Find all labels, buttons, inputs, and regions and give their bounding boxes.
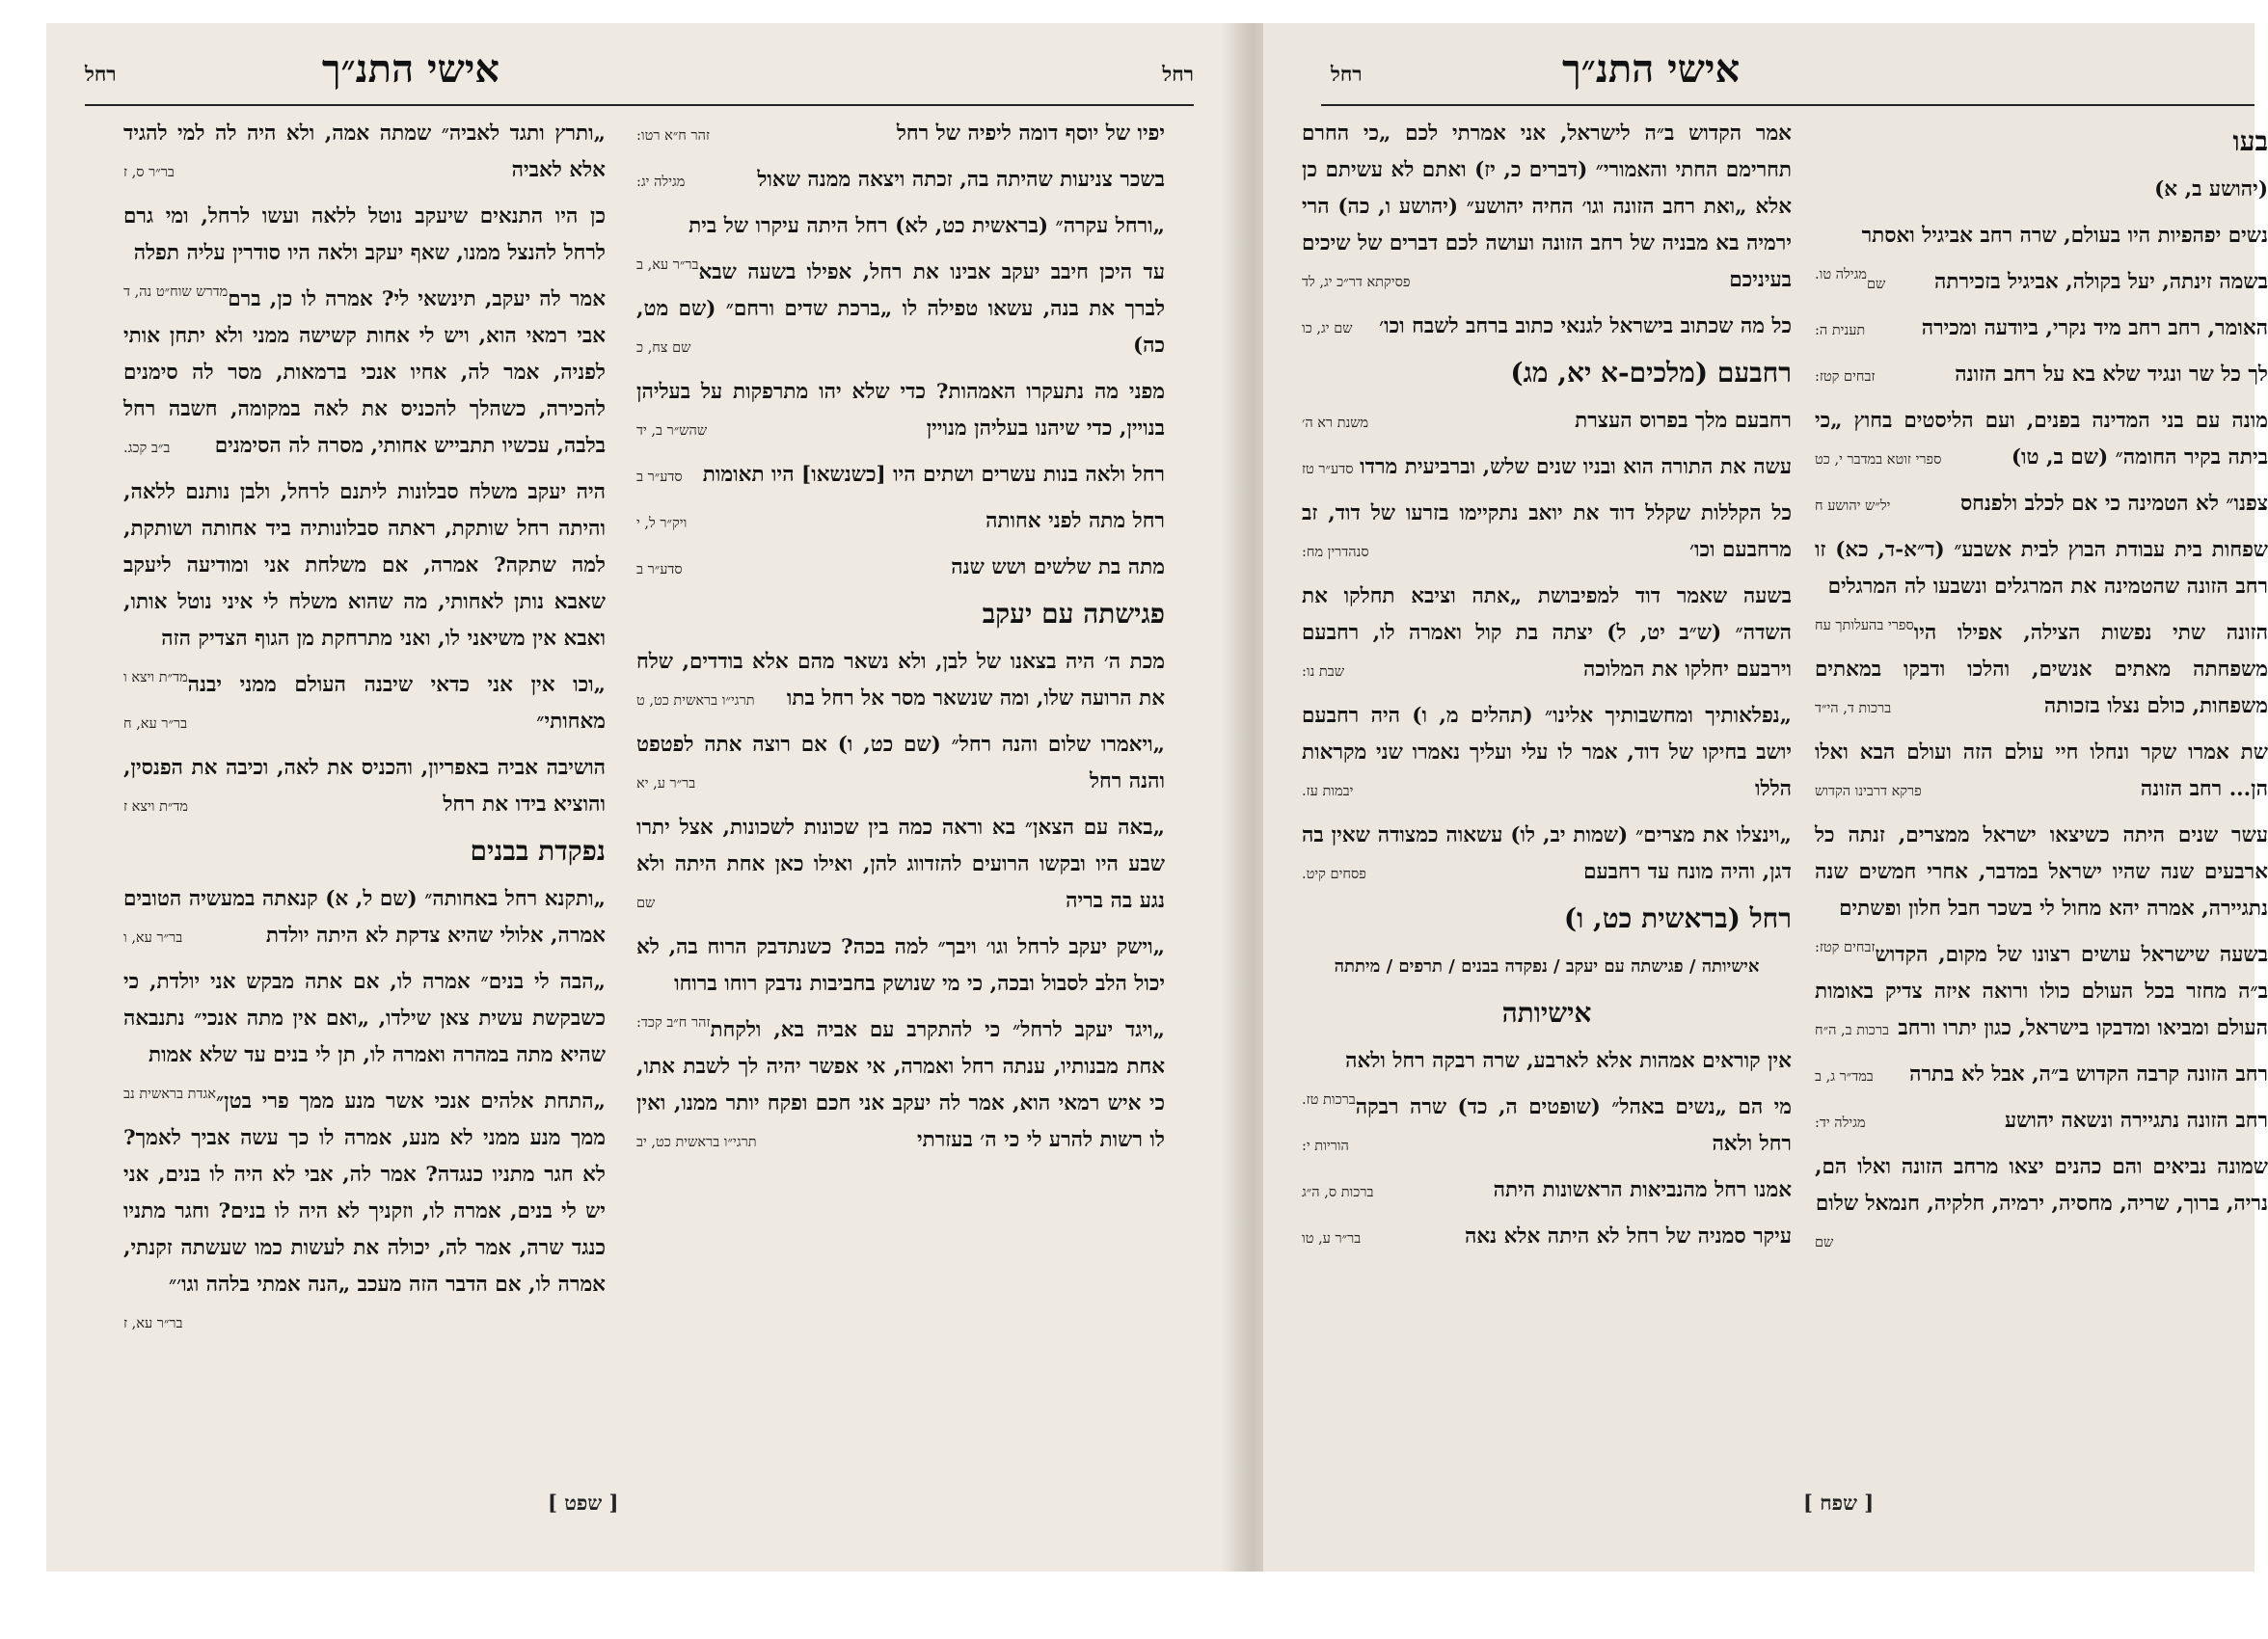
paragraph-text: נשים יפהפיות היו בעולם, שרה רחב אביגיל ואסתר (1861, 224, 2268, 248)
text-paragraph (636, 116, 1165, 152)
paragraph-text: עד היכן חיבב יעקב אבינו את רחל, אפילו בשעה שבא לברך את בנה, עשאו טפילה לו „ברכת שדים ורחם״ (שם מט, כה) (636, 260, 1165, 358)
source-citation: בר״ר ע, טו (1302, 1231, 1362, 1247)
section-heading: בעו (2232, 125, 2268, 157)
source-citation: סנהדרין מח: (1302, 545, 1369, 560)
paragraph-text: הושיבה אביה באפריון, והכניס את לאה, וכיבה את הפנסין, והוציא בידו את רחל (123, 756, 606, 817)
section-heading: רחל (בראשית כט, ו) (1563, 902, 1792, 934)
right-column-inner (1302, 116, 1792, 1265)
text-paragraph (1302, 698, 1792, 808)
paragraph-text: יפיו של יוסף דומה ליפיה של רחל (896, 121, 1165, 146)
source-citation: סדע״ר ב (636, 562, 683, 578)
paragraph-text: „הבה לי בנים״ אמרה לו, אם אתה מבקש אני יולדת, כי כשבקשת עשית צאן שילדו, „ואם אין מתה אנכי״ נתנבאה שהיא מתה במהרה ואמרה לו, תן לי בנים עד שלא אמות (123, 970, 606, 1067)
source-citation: זהר ח״א רטו: (636, 128, 710, 144)
text-paragraph (1302, 578, 1792, 688)
left-head-rule (85, 104, 1194, 106)
right-head-title: אישי התנ״ך (1562, 46, 1741, 92)
paragraph-text: היה יעקב משלח סבלונות ליתנם לרחל, ולבן נותנם ללאה, והיתה רחל שותקת, ראתה סבלונותיה ביד אחותה ושותקת, למה שתקה? אמרה, אם משלחת אני ומודיעה ליעקב שאבא נותן לאחותי, מה שהוא משלח לי איני נוטל אותו, ואבא אין משיאני לו, ואני מתרחקת מן הגוף הצדיק הזה (123, 480, 606, 651)
paragraph-text: מתה בת שלשים ושש שנה (951, 555, 1165, 579)
text-paragraph (636, 162, 1165, 199)
paragraph-text: „באה עם הצאן״ בא וראה כמה בין שכונות לשכונות, אצל יתרו שבע היו ובקשו הרועים להזדווג להן, ואילו כאן אחת היתה ולא נגע בה בריה (636, 816, 1165, 913)
paragraph-text: כל מה שכתוב בישראל לגנאי כתוב ברחב לשבח וכו׳ (1379, 314, 1792, 338)
chapter-contents: אישיותה / פגישתה עם יעקב / נפקדה בבנים / תרפים / מיתתה (1334, 956, 1760, 977)
source-citation: שם (1867, 277, 1886, 292)
text-paragraph (1302, 1172, 1792, 1209)
right-column-outer (1815, 116, 2268, 1261)
paragraph-text: מי הם „נשים באהל״ (שופטים ה, כד) שרה רבקה רחל ולאה (1355, 1095, 1792, 1156)
paragraph-text: בשמה זינתה, יעל בקולה, אביגיל בזכירתה (1934, 270, 2268, 294)
paragraph-text: „נפלאותיך ומחשבותיך אלינו״ (תהלים מ, ו) היה רחבעם יושב בחיקו של דוד, אמר לו עלי ועליך נאמרו שני מקראות הללו (1302, 704, 1792, 801)
section-heading: נפקדת בבנים (470, 835, 606, 867)
paragraph-text: האומר, רחב רחב מיד נקרי, ביודעה ומכירה (1921, 316, 2268, 340)
text-paragraph (1302, 1219, 1792, 1255)
text-paragraph (1815, 357, 2268, 393)
source-citation: זהר ח״ב קכד: (636, 1015, 711, 1031)
text-paragraph (636, 208, 1165, 273)
text-paragraph (1815, 1149, 2268, 1250)
paragraph-text: אמר הקדוש ב״ה לישראל, אני אמרתי לכם „כי החרם תחרימם החתי והאמורי״ (דברים כ, יז) ואתם לא עשיתם כן אלא „ואת רחב הזונה וגו׳ החיה יהושע״ (יהושע ו, כה) הרי ירמיה בא מבניה של רחב הזונה ועושה לכם דברים של שיכים בעיניכם (1302, 121, 1792, 292)
paragraph-text: בשכר צניעות שהיתה בה, זכתה ויצאה ממנה שאול (757, 168, 1165, 192)
right-running-head (1321, 46, 2254, 110)
source-citation: שם יג, כו (1302, 321, 1353, 336)
source-citation: שם (1815, 1235, 1834, 1250)
source-citation: תרגי״ו בראשית כט, יב (636, 1135, 757, 1150)
text-paragraph (123, 667, 606, 740)
source-citation: יל״ש יהושע ח (1815, 498, 1891, 514)
source-citation: פסחים קיט. (1302, 867, 1366, 882)
source-citation: שם צח, כ (636, 340, 691, 356)
text-paragraph (1815, 818, 2268, 955)
text-paragraph (636, 1012, 1165, 1159)
text-paragraph (636, 644, 1165, 717)
paragraph-text: מונה עם בני המדינה בפנים, ועם הליסטים בחוץ „כי ביתה בקיר החומה״ (שם ב, טו) (1815, 409, 2268, 470)
left-column-left (123, 116, 606, 1342)
source-citation: תענית ה: (1815, 323, 1866, 338)
paragraph-text: (יהושע ב, א) (2154, 177, 2268, 202)
text-paragraph (636, 810, 1165, 920)
source-citation: אגדת בראשית נב (123, 1087, 216, 1102)
source-citation: ויק״ר ל, י (636, 516, 688, 531)
left-column-right (636, 116, 1165, 1169)
text-paragraph (636, 255, 1165, 364)
source-citation: זבחים קטז: (1815, 940, 1876, 955)
paragraph-text: „וישק יעקב לרחל וגו׳ ויבך״ למה בכה? כשנתדבק הרוח בה, לא יכול הלב לסבול ובכה, כי מי שנושק בחביבות נדבק רוחו ברוחו (636, 935, 1165, 996)
paragraph-text: בשעה שישראל עושים רצונו של מקום, הקדוש ב״ה מחזר בכל העולם כולו ורואה איזה צדיק באומות העולם ומביאו ומדבקו בישראל, כגון יתרו ורחב (1815, 943, 2268, 1040)
paragraph-text: כל הקללות שקלל דוד את יואב נתקיימו בזרעו של דוד, זב מרחבעם וכו׳ (1302, 501, 1792, 562)
paragraph-text: „ויגד יעקב לרחל״ כי להתקרב עם אביה בא, ולקחת אחת מבנותיו, ענתה רחל ואמרה, אי אפשר יהיה לך לשבת אתו, כי איש רמאי הוא, אמר לה יעקב אני חכם ופקח יותר ממנו, ואין לו רשות להרע לי כי ה׳ בעזרתי (636, 1018, 1165, 1152)
paragraph-text: „ורחל עקרה״ (בראשית כט, לא) רחל היתה עיקרו של בית (688, 214, 1165, 238)
text-paragraph (636, 929, 1165, 1031)
text-paragraph (1302, 116, 1792, 299)
source-citation: מגילה טו. (1815, 267, 1867, 282)
text-paragraph (1815, 735, 2268, 808)
source-citation: מגילה יג: (636, 175, 686, 190)
text-paragraph (1815, 486, 2268, 523)
source-citation: פסיקתא דר״כ יג, לד (1302, 275, 1411, 290)
paragraph-text: „התחת אלהים אנכי אשר מנע ממך פרי בטן״ ממך מנע ממני לא מנע, אמרה לו כך עשה אביך לאמך? לא חגר מתניו כנגדה? אמר לה, אבי לא היה לו בנים, אני יש לי בנים, אמרה לו, וזקניך לא היה לו בנים? וחגר מתניו כנגד שרה, אמר לה, יכולה את לעשות כמו שעשתה זקנתי, אמרה לו, אם הדבר הזה מעכב „הנה אמתי בלהה וגו׳״ (123, 1089, 606, 1297)
paragraph-text: שת אמרו שקר ונחלו חיי עולם הזה ועולם הבא ואלו הן... רחב הזונה (1815, 740, 2268, 801)
text-paragraph (636, 727, 1165, 800)
text-paragraph (123, 199, 606, 300)
source-citation: פרקא דרבינו הקדוש (1815, 784, 1922, 799)
paragraph-text: אמר לה יעקב, תינשאי לי? אמרה לו כן, ברם אבי רמאי הוא, ויש לי אחות קשישה ממני ולא יתחן אותי לפניה, אמר לה, אחיו אנכי ברמאות, מסר לה סימנים להכירה, כשהלך להכניס את לאה במקומה, חשבה רחל בלבה, עכשיו תתבייש אחותי, מסרה לה הסימנים (123, 287, 606, 458)
source-citation: זבחים קטז: (1815, 369, 1876, 385)
text-paragraph (123, 964, 606, 1102)
text-paragraph (1815, 172, 2268, 208)
left-head-name-left: רחל (85, 62, 117, 86)
text-paragraph (636, 457, 1165, 494)
paragraph-text: „ויאמרו שלום והנה רחל״ (שם כט, ו) אם רוצה אתה לפטפט והנה רחל (636, 733, 1165, 793)
source-citation: סדע״ר טז (1302, 462, 1354, 477)
section-heading: פגישתה עם יעקב (982, 598, 1165, 630)
source-citation: מד״ת ויצא ז (123, 799, 188, 815)
source-citation: ברכות ד, הי״ד (1815, 701, 1892, 716)
paragraph-text: עשר שנים היתה כשיצאו ישראל ממצרים, זנתה כל ארבעים שנה שהיו ישראל במדבר, אחרי חמשים שנה נתגיירה, אמרה יהא מחול לי בשכר חבל חלון ופשתים (1815, 823, 2268, 921)
text-paragraph (1302, 496, 1792, 569)
paragraph-text: „ותקנא רחל באחותה״ (שם ל, א) קנאתה במעשיה הטובים אמרה, אלולי שהיא צדקת לא היתה יולדת (123, 887, 606, 948)
paragraph-text: „וינצלו את מצרים״ (שמות יב, לו) עשאוה כמצודה שאין בה דגן, והיה מונח עד רחבעם (1302, 823, 1792, 884)
paragraph-text: שפחות בית עבודת הבוץ לבית אשבע״ (ד״א-ד, כא) זו רחב הזונה שהטמינה את המרגלים ונשבעו לה המרגלים (1815, 538, 2268, 599)
text-paragraph (1302, 1089, 1792, 1163)
source-citation: בר״ר ע, יא (636, 776, 696, 792)
text-paragraph (123, 474, 606, 685)
text-paragraph (1815, 310, 2268, 347)
book-spread (46, 23, 2268, 1572)
text-paragraph (1302, 1043, 1792, 1108)
paragraph-text: „ותרץ ותגד לאביה״ שמתה אמה, ולא היה לה למי להגיד אלא לאביה (123, 121, 606, 182)
source-citation: שהש״ר ב, יד (636, 423, 708, 439)
text-paragraph (1815, 403, 2268, 476)
paragraph-text: לך כל שר ונגיד שלא בא על רחב הזונה (1955, 363, 2268, 387)
text-paragraph (1815, 532, 2268, 633)
paragraph-text: רחל ולאה בנות עשרים ושתים היו [כשנשאו] היו תאומות (702, 463, 1165, 487)
text-paragraph (123, 1084, 606, 1331)
text-paragraph (636, 550, 1165, 586)
text-paragraph (1302, 449, 1792, 486)
source-citation: שבת נו: (1302, 664, 1345, 680)
right-page-number: [ שפח ] (1803, 1491, 1875, 1515)
text-paragraph (636, 503, 1165, 540)
text-paragraph (1815, 937, 2268, 1047)
source-citation: במד״ר ג, ב (1815, 1069, 1874, 1085)
right-head-name: רחל (1331, 62, 1363, 86)
source-citation: מדרש שוח״ט נה, ד (123, 284, 229, 300)
source-citation: סדע״ר ב (636, 470, 683, 485)
paragraph-text: אין קוראים אמהות אלא לארבע, שרה רבקה רחל ולאה (1345, 1049, 1792, 1073)
paragraph-text: כן היו התנאים שיעקב נוטל ללאה ועשו לרחל, ומי גרם לרחל להנצל ממנו, שאף יעקב ולאה היו סודרין עליה תפלה (123, 204, 606, 265)
right-page (1263, 23, 2268, 1572)
text-paragraph (123, 116, 606, 189)
paragraph-text: עיקר סמניה של רחל לא היתה אלא נאה (1464, 1224, 1792, 1249)
paragraph-text: מכת ה׳ היה בצאנו של לבן, ולא נשאר מהם אלא בודדים, שלח את הרועה שלו, ומה שנשאר מסר אל רחל בתו (636, 650, 1165, 711)
source-citation: תרגי״ו בראשית כט, ט (636, 693, 755, 709)
paragraph-text: „וכו אין אני כדאי שיבנה העולם ממני יבנה מאחותי״ (187, 673, 606, 734)
paragraph-text: מפני מה נתעקרו האמהות? כדי שלא יהו מתרפקות על בעליהן בנויין, כדי שיהנו בעליהן מנויין (636, 380, 1165, 441)
source-citation: ברכות טז. (1302, 1092, 1356, 1108)
text-paragraph (1302, 403, 1792, 440)
source-citation: מגילה יד: (1815, 1115, 1866, 1131)
source-citation: יבמות עז. (1302, 784, 1354, 799)
text-paragraph (123, 750, 606, 823)
source-citation: ספרי בהעלותך עח (1815, 618, 1914, 633)
source-citation: בר״ר ס, ז (123, 165, 175, 180)
text-paragraph (1815, 264, 2268, 301)
source-citation: בר״ר עא, ב (636, 257, 699, 273)
paragraph-text: רחל מתה לפני אחותה (986, 509, 1165, 533)
left-page (46, 23, 1242, 1572)
source-citation: ב״ב קכג. (123, 441, 171, 456)
paragraph-text: רחב הזונה נתגיירה ונשאה יהושע (2005, 1109, 2268, 1133)
right-head-rule (1321, 104, 2254, 106)
text-paragraph (1302, 309, 1792, 345)
paragraph-text: אמנו רחל מהנביאות הראשונות היתה (1493, 1178, 1792, 1202)
left-head-title: אישי התנ״ך (321, 46, 500, 92)
source-citation: ברכות ב, ה״ח (1815, 1023, 1889, 1038)
paragraph-text: עשה את התורה הוא ובניו שנים שלש, וברביעית מרדו (1360, 455, 1792, 479)
source-citation: ספרי זוטא במדבר י, כט (1815, 452, 1942, 468)
section-heading: רחבעם (מלכים-א יא, מג) (1510, 357, 1792, 389)
text-paragraph (636, 374, 1165, 447)
text-paragraph (1815, 1057, 2268, 1093)
paragraph-text: רחב הזונה קרבה הקדוש ב״ה, אבל לא בתרה (1909, 1062, 2268, 1087)
source-citation: בר״ר עא, ו (123, 930, 183, 946)
paragraph-text: צפנו״ לא הטמינה כי אם לכלב ולפנחס (1959, 492, 2268, 516)
paragraph-text: בשעה שאמר דוד למפיבושת „אתה וציבא תחלקו את השדה״ (ש״ב יט, ל) יצתה בת קול ואמרה לו, רחבעם וירבעם יחלקו את המלוכה (1302, 584, 1792, 682)
paragraph-text: רחבעם מלך בפרוס העצרת (1575, 409, 1792, 433)
source-citation: בר״ר עא, ח (123, 716, 188, 732)
left-head-name-right: רחל (1162, 62, 1194, 86)
source-citation: משנת רא ה׳ (1302, 416, 1369, 431)
paragraph-text: הזונה שתי נפשות הצילה, אפילו היו משפחתה מאתים אנשים, והלכו ודבקו במאתים משפחות, כולם נצלו בזכותה (1815, 621, 2268, 718)
source-citation: מד״ת ויצא ו (123, 670, 188, 685)
source-citation: שם (636, 896, 656, 911)
source-citation: בר״ר עא, ז (123, 1316, 183, 1331)
text-paragraph (1815, 1103, 2268, 1140)
source-citation: ברכות ס, ה״ג (1302, 1185, 1374, 1200)
section-heading: אישיותה (1501, 997, 1592, 1029)
text-paragraph (1302, 818, 1792, 891)
left-page-number: [ שפט ] (548, 1491, 619, 1515)
source-citation: הוריות י: (1302, 1139, 1349, 1154)
text-paragraph (123, 881, 606, 954)
paragraph-text: שמונה נביאים והם כהנים יצאו מרחב הזונה ואלו הם, נריה, ברוך, שריה, מחסיה, ירמיה, חלקיה, חנמאל שלום (1815, 1155, 2268, 1216)
left-running-head (85, 46, 1194, 110)
